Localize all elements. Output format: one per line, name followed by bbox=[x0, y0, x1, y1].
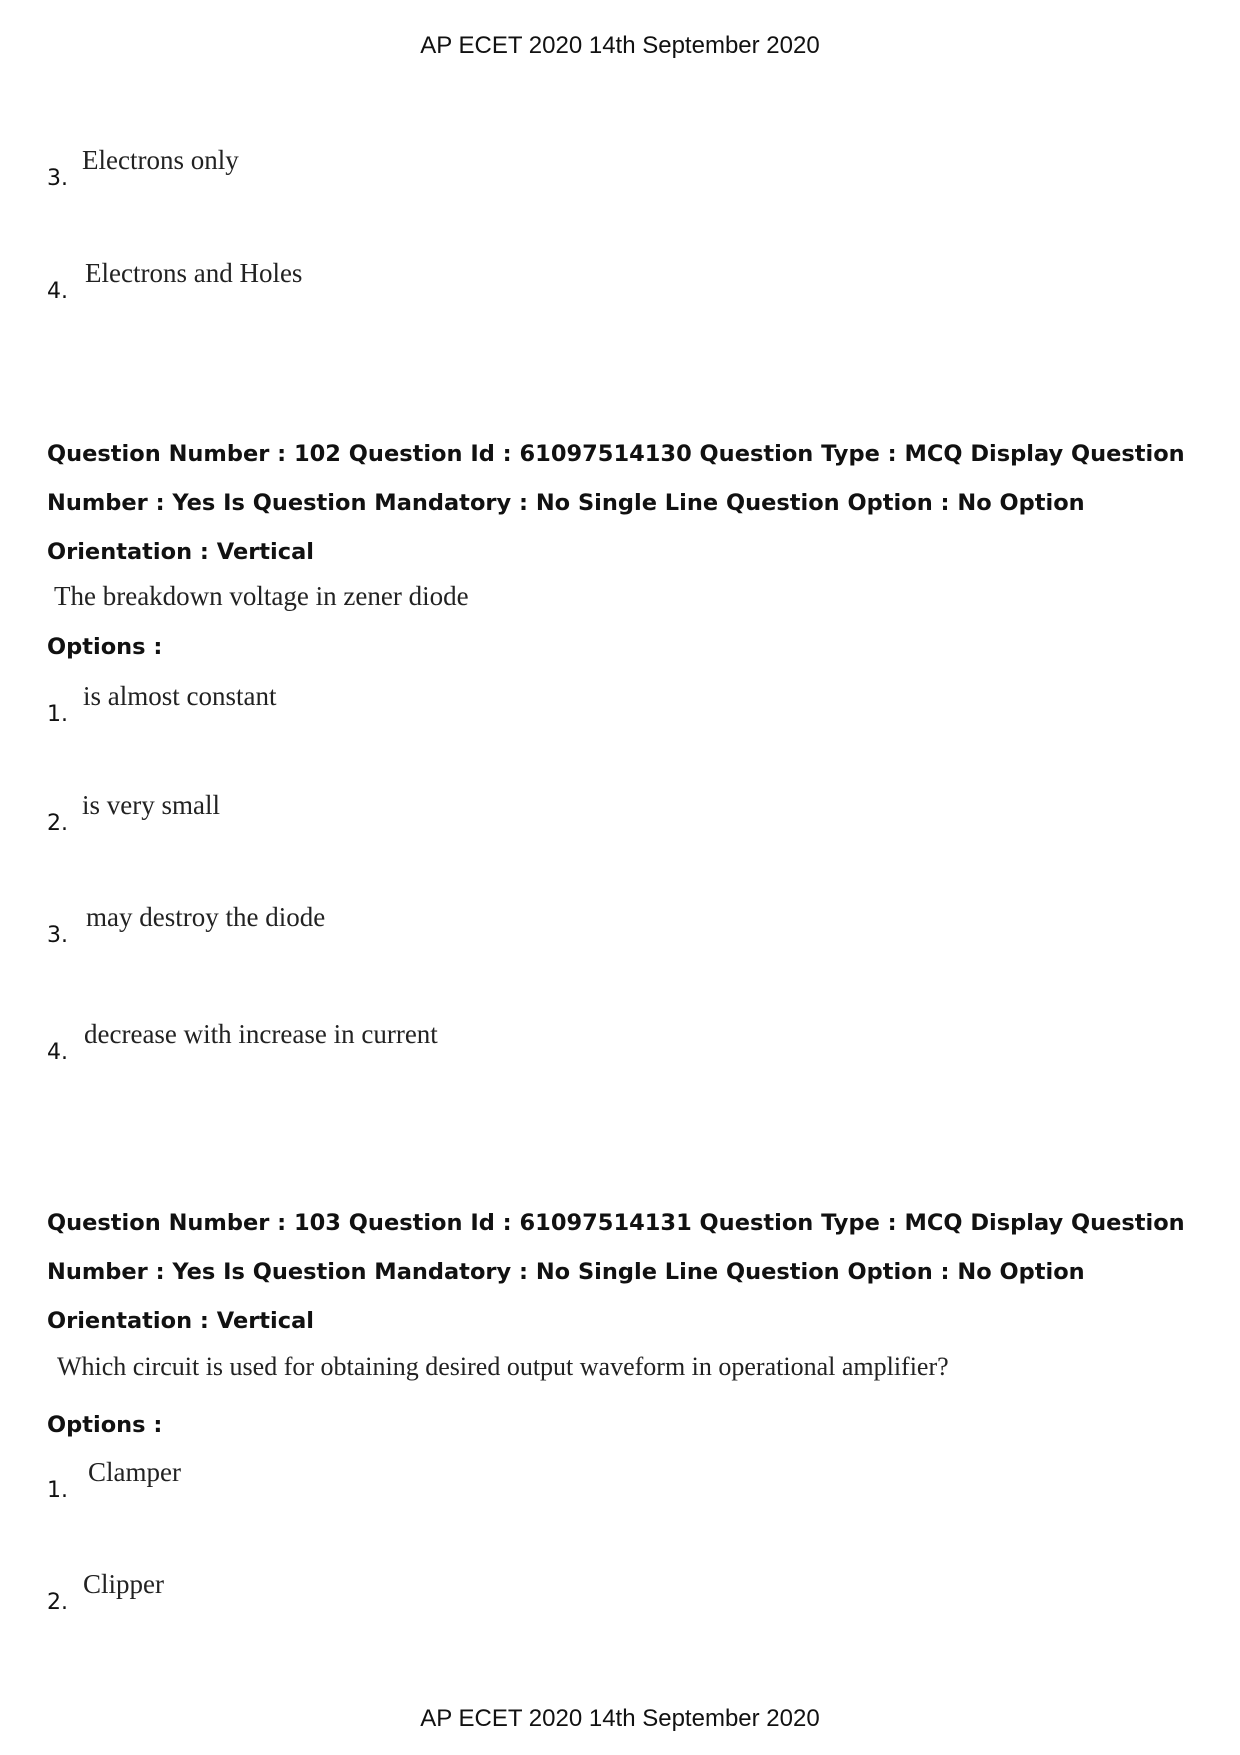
page-header: AP ECET 2020 14th September 2020 bbox=[420, 32, 820, 59]
option-number: 3. bbox=[47, 923, 68, 948]
question-text: Which circuit is used for obtaining desired output waveform in operational amplifier? bbox=[57, 1352, 949, 1381]
option-number: 1. bbox=[47, 1478, 68, 1503]
page-footer: AP ECET 2020 14th September 2020 bbox=[420, 1705, 820, 1732]
option-number: 1. bbox=[47, 702, 68, 727]
option-number: 2. bbox=[47, 1590, 68, 1615]
option-text: Clamper bbox=[88, 1457, 181, 1487]
option-text: is almost constant bbox=[83, 681, 277, 711]
question-meta bbox=[47, 1199, 1217, 1346]
option-text: Electrons only bbox=[82, 145, 239, 175]
option-text: may destroy the diode bbox=[86, 902, 326, 932]
question-meta-line: Question Number : 103 Question Id : 61097514131 Question Type : MCQ Display Question bbox=[47, 1210, 1185, 1236]
option-number: 3. bbox=[47, 166, 68, 191]
question-meta bbox=[47, 430, 1217, 577]
option-text: decrease with increase in current bbox=[84, 1019, 438, 1049]
question-meta-line: Orientation : Vertical bbox=[47, 1308, 315, 1334]
question-text: The breakdown voltage in zener diode bbox=[54, 581, 469, 611]
options-label: Options : bbox=[47, 634, 163, 660]
option-text: Electrons and Holes bbox=[85, 258, 303, 288]
question-meta-line: Question Number : 102 Question Id : 61097514130 Question Type : MCQ Display Question bbox=[47, 441, 1185, 467]
question-meta-line: Orientation : Vertical bbox=[47, 539, 315, 565]
option-number: 4. bbox=[47, 279, 68, 304]
option-number: 2. bbox=[47, 811, 68, 836]
question-meta-line: Number : Yes Is Question Mandatory : No Single Line Question Option : No Option bbox=[47, 490, 1085, 516]
option-number: 4. bbox=[47, 1040, 68, 1065]
option-text: Clipper bbox=[83, 1569, 164, 1599]
option-text: is very small bbox=[82, 790, 220, 820]
options-label: Options : bbox=[47, 1412, 163, 1438]
question-meta-line: Number : Yes Is Question Mandatory : No Single Line Question Option : No Option bbox=[47, 1259, 1085, 1285]
